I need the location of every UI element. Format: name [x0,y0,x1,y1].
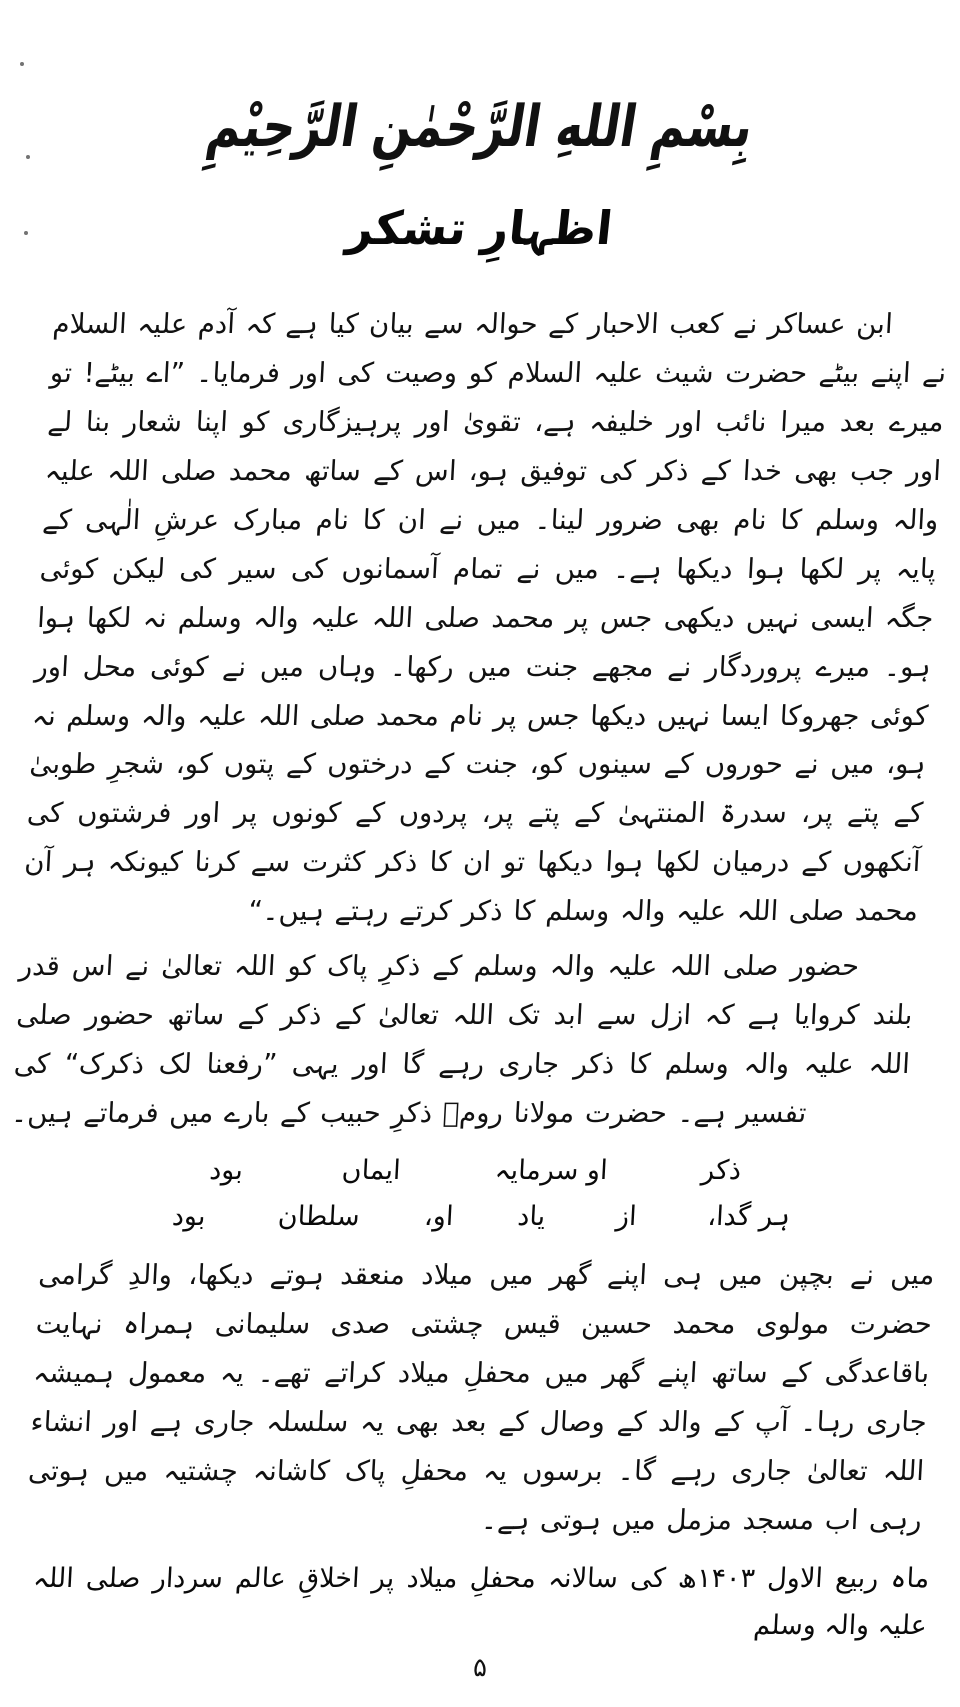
page-number: ۵ [473,1653,487,1683]
couplet-segment: ایماں [341,1154,402,1186]
paragraph: ابن عساکر نے کعب الاحبار کے حوالہ سے بیان کیا ہے کہ آدم علیہ السلام نے اپنے بیٹے حضرت شیث علیہ السلام کو وصیت کی اور فرمایا۔ ”اے بیٹے! تو میرے بعد میرا نائب اور خلیفہ ہے، تقویٰ اور پرہیزگاری کو اپنا شعار بنا لے اور جب بھی خدا کے ذکر کی توفیق ہو، اس کے ساتھ محمد صلی اللہ علیہ والہ وسلم کا نام بھی ضرور لینا۔ میں نے ان کا نام مبارک عرشِ الٰہی کے پایہ پر لکھا ہوا دیکھا ہے۔ میں نے تمام آسمانوں کی سیر کی لیکن کوئی جگہ ایسی نہیں دیکھی جس پر محمد صلی اللہ علیہ والہ وسلم نہ لکھا ہوا ہو۔ میرے پروردگار نے مجھے جنت میں رکھا۔ وہاں میں نے کوئی محل اور کوئی جھروکا ایسا نہیں دیکھا جس پر نام محمد صلی اللہ علیہ والہ وسلم نہ ہو، میں نے حوروں کے سینوں کو، جنت کے درختوں کے پتوں کو، شجرِ طوبیٰ کے پتے پر، سدرۃ المنتہیٰ کے پتے پر، پردوں کے کونوں پر اور فرشتوں کی آنکھوں کے درمیان لکھا ہوا دیکھا تو ان کا ذکر کثرت سے کرنا کیونکہ ہر آن محمد صلی اللہ علیہ والہ وسلم کا ذکر کرتے رہتے ہیں۔“ [23,307,947,927]
bismillah-header [32,0,928,161]
couplet-segment: او، [423,1200,455,1232]
persian-couplet [30,1148,931,1240]
body-content-after-couplet [24,1251,935,1545]
couplet-segment: یاد [516,1200,547,1232]
couplet-segment: از [615,1200,638,1232]
paragraph: میں نے بچپن میں ہی اپنے گھر میں میلاد منعقد ہوتے دیکھا، والدِ گرامی حضرت مولوی محمد حسین قیس چشتی صدی سلیمانی ہمراہ نہایت باقاعدگی کے ساتھ اپنے گھر میں محفلِ میلاد کراتے تھے۔ یہ معمول ہمیشہ جاری رہا۔ آپ کے والد کے وصال کے بعد بھی یہ سلسلہ جاری ہے اور انشاء اللہ تعالیٰ جاری رہے گا۔ برسوں یہ محفلِ پاک کاشانہ چشتیہ میں ہوتی رہی اب مسجد مزمل میں ہوتی ہے۔ [27,1259,936,1537]
scan-speck [26,155,30,159]
couplet-segment: او سرمایہ [494,1154,609,1186]
scan-speck [20,62,24,66]
couplet-segment: ہر گدا، [706,1200,791,1232]
couplet-segment: بود [208,1154,244,1186]
page-title-wrap [32,170,928,286]
couplet-segment: سلطان [277,1200,361,1232]
couplet-segment: ذکر [700,1154,742,1186]
couplet-segment: بود [171,1200,207,1232]
body-content [10,300,950,1138]
couplet-line-1 [32,1148,930,1194]
paragraph: حضور صلی اللہ علیہ والہ وسلم کے ذکرِ پاک کو اللہ تعالیٰ نے اس قدر بلند کروایا ہے کہ ازل سے ابد تک اللہ تعالیٰ کے ذکر کے ساتھ حضور صلی اللہ علیہ والہ وسلم کا ذکر جاری رہے گا اور یہی ”رفعنا لک ذکرک“ کی تفسیر ہے۔ حضرت مولانا رومؒ ذکرِ حبیب کے بارے میں فرماتے ہیں۔ [10,949,914,1129]
page-title: اظہارِ تشکر [344,200,616,255]
closing-paragraph: ماہ ربیع الاول ۱۴۰۳ھ کی سالانہ محفلِ میلاد پر اخلاقِ عالم سردار صلی اللہ علیہ والہ وسلم [32,1562,931,1642]
scan-speck [24,231,28,235]
bismillah-calligraphy: بِسْمِ اللهِ الرَّحْمٰنِ الرَّحِيْمِ [202,92,758,161]
couplet-line-2 [30,1193,928,1239]
